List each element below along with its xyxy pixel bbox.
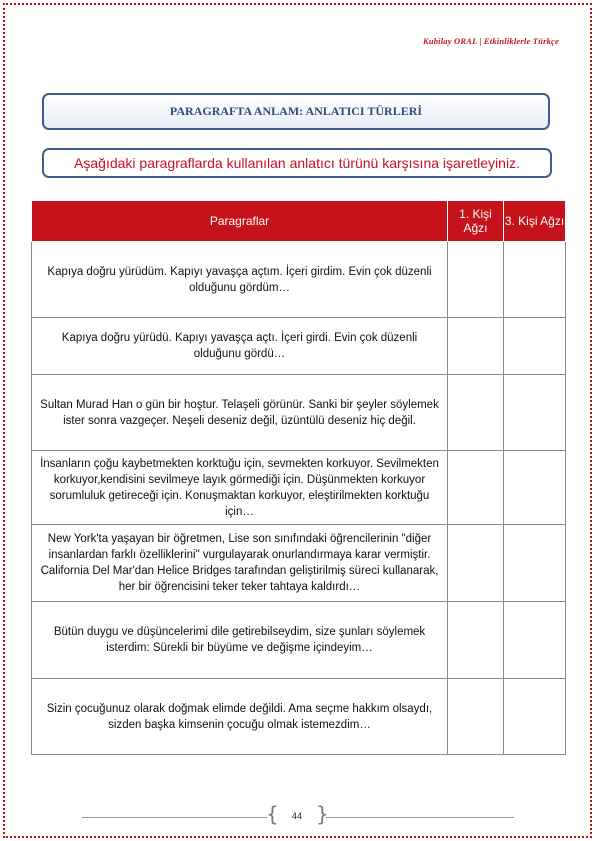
footer-rule-right	[326, 817, 514, 818]
first-person-cell[interactable]	[448, 679, 504, 755]
instruction-box	[42, 148, 552, 178]
first-person-cell[interactable]	[448, 375, 504, 451]
paragraph-text: İnsanların çoğu kaybetmekten korktuğu için, sevmekten korkuyor. Sevilmekten korkuyor,kendisini sevilmeye layık görmediği için. Düşünmekten korkuyor sorumluluk getireceği için. Konuşmaktan korkuyor, eleştirilmekten korktuğu için…	[32, 451, 448, 525]
footer-rule-left	[82, 817, 267, 818]
first-person-cell[interactable]	[448, 602, 504, 679]
third-person-cell[interactable]	[504, 318, 566, 375]
page-title: PARAGRAFTA ANLAM: ANLATICI TÜRLERİ	[169, 104, 423, 118]
paragraph-text: Sizin çocuğunuz olarak doğmak elimde değildi. Ama seçme hakkım olsaydı, sizden başka kimsenin çocuğu olmak istemezdim…	[32, 679, 448, 755]
paragraph-text: Kapıya doğru yürüdü. Kapıyı yavaşça açtı. İçeri girdi. Evin çok düzenli olduğunu gördü…	[32, 318, 448, 375]
table-row	[32, 242, 566, 318]
table-header-row	[32, 201, 566, 242]
table-row	[32, 318, 566, 375]
header-third-person: 3. Kişi Ağzı	[504, 201, 566, 242]
third-person-cell[interactable]	[504, 602, 566, 679]
paragraph-text: Sultan Murad Han o gün bir hoştur. Telaşeli görünür. Sanki bir şeyler söylemek ister sonra vazgeçer. Neşeli deseniz değil, üzüntülü deseniz hiç değil.	[32, 375, 448, 451]
instruction-text: Aşağıdaki paragraflarda kullanılan anlatıcı türünü karşısına işaretleyiniz.	[74, 155, 520, 171]
first-person-cell[interactable]	[448, 451, 504, 525]
paragraph-text: Bütün duygu ve düşüncelerimi dile getirebilseydim, size şunları söylemek isterdim: Sürekli bir büyüme ve değişme içindeyim…	[32, 602, 448, 679]
first-person-cell[interactable]	[448, 525, 504, 602]
header-paragraflar: Paragraflar	[32, 201, 448, 242]
paragraph-text: New York'ta yaşayan bir öğretmen, Lise son sınıfındaki öğrencilerinin "diğer insanlardan farklı özelliklerini" vurgulayarak onurlandırmaya karar vermiştir. California Del Mar'dan Helice Bridges tarafından geliştirilmiş süreci kullanarak, her bir öğrencisini teker teker tahtaya kaldırdı…	[32, 525, 448, 602]
third-person-cell[interactable]	[504, 679, 566, 755]
table-row	[32, 679, 566, 755]
title-box	[42, 93, 550, 130]
footer-brace-right-icon: }	[316, 802, 329, 826]
third-person-cell[interactable]	[504, 451, 566, 525]
paragraph-table	[31, 200, 566, 755]
third-person-cell[interactable]	[504, 242, 566, 318]
table-row	[32, 451, 566, 525]
page-number: 44	[291, 811, 302, 821]
first-person-cell[interactable]	[448, 318, 504, 375]
paragraph-text: Kapıya doğru yürüdüm. Kapıyı yavaşça açtım. İçeri girdim. Evin çok düzenli olduğunu gördüm…	[32, 242, 448, 318]
table-row	[32, 602, 566, 679]
third-person-cell[interactable]	[504, 375, 566, 451]
third-person-cell[interactable]	[504, 525, 566, 602]
table-row	[32, 525, 566, 602]
first-person-cell[interactable]	[448, 242, 504, 318]
footer-brace-left-icon: {	[266, 802, 279, 826]
header-brand: Kubilay ORAL | Etkinliklerle Türkçe	[422, 36, 559, 46]
table-row	[32, 375, 566, 451]
header-first-person: 1. Kişi Ağzı	[448, 201, 504, 242]
